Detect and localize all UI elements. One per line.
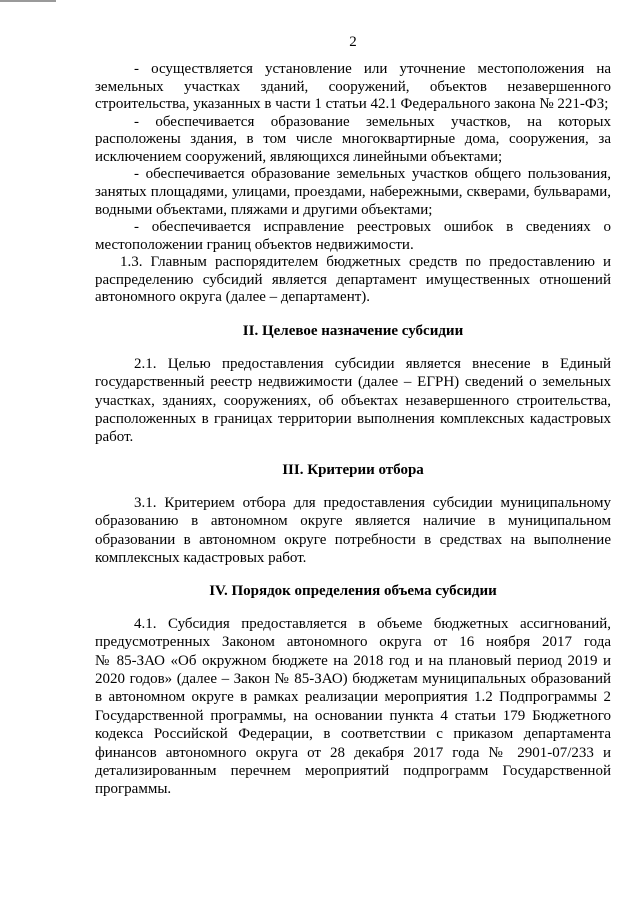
text-line: предусмотренных Законом автономного округа от 16 ноября 2017 года (95, 634, 611, 651)
text-line: - обеспечивается исправление реестровых ошибок в сведениях о (134, 219, 611, 236)
text-line: в автономном округе в рамках реализации мероприятия 1.2 Подпрограммы 2 (95, 689, 611, 706)
section-1-continuation (95, 61, 611, 307)
page-number: 2 (349, 34, 357, 50)
text-line: исключением сооружений, являющихся линейными объектами; (95, 148, 503, 165)
text-line: программы. (95, 781, 172, 798)
paragraph-2-1 (95, 355, 611, 447)
section-heading-2: II. Целевое назначение субсидии (242, 322, 464, 339)
section-heading-4: IV. Порядок определения объема субсидии (209, 582, 497, 599)
section-heading-3: III. Критерии отбора (282, 461, 424, 478)
text-line: распределению субсидий является департамент имущественных отношений (95, 271, 611, 288)
text-line: детализированным перечнем мероприятий подпрограмм Государственной (95, 762, 611, 779)
text-line: работ. (95, 429, 134, 446)
paragraph-4-1 (95, 615, 611, 799)
text-line: занятых площадями, улицами, проездами, набережными, скверами, бульварами, (95, 184, 611, 201)
list-item (95, 166, 611, 219)
text-line: местоположении границ объектов недвижимости. (95, 236, 414, 253)
text-line: 2.1. Целью предоставления субсидии является внесение в Единый (134, 355, 611, 372)
text-line: автономного округа (далее – департамент). (95, 289, 371, 306)
text-line: 4.1. Субсидия предоставляется в объеме бюджетных ассигнований, (134, 615, 611, 632)
text-line: расположенных в границах территории выполнения комплексных кадастровых (95, 410, 611, 427)
text-line: № 85-ЗАО «Об окружном бюджете на 2018 год и на плановый период 2019 и (95, 652, 611, 669)
text-line: образованию в автономном округе является наличие в муниципальном (95, 513, 611, 530)
text-line: водными объектами, пляжами и другими объектами; (95, 201, 433, 218)
text-line: кодекса Российской Федерации, в соответствии с приказом департамента (95, 726, 611, 743)
paragraph-3-1 (95, 494, 611, 568)
text-line: - обеспечивается образование земельных участков общего пользования, (134, 166, 611, 183)
list-item (95, 61, 611, 114)
text-line: комплексных кадастровых работ. (95, 549, 307, 566)
text-line: участках, зданиях, сооружениях, об объектах незавершенного строительства, (95, 392, 611, 409)
text-line: 3.1. Критерием отбора для предоставления субсидии муниципальному (134, 494, 611, 511)
text-line: земельных участках зданий, сооружений, объектов незавершенного (95, 78, 611, 95)
text-line: финансов автономного округа от 28 декабря 2017 года № 2901-07/233 и (95, 744, 611, 761)
text-line: Государственной программы, на основании пункта 4 статьи 179 Бюджетного (95, 707, 611, 724)
text-line: строительства, указанных в части 1 статьи 42.1 Федерального закона № 221-ФЗ; (95, 96, 609, 113)
text-line: образовании в автономном округе потребности в средствах на выполнение (95, 531, 611, 548)
list-item (95, 114, 611, 167)
scan-edge-line (0, 0, 56, 2)
paragraph-1-3 (95, 254, 611, 307)
list-item (95, 219, 611, 254)
text-line: расположены здания, в том числе многоквартирные дома, сооружения, за (95, 131, 611, 148)
text-line: - обеспечивается образование земельных участков, на которых (134, 113, 611, 130)
text-line: - осуществляется установление или уточнение местоположения на (134, 61, 611, 78)
text-line: 2020 годов» (далее – Закон № 85-ЗАО) бюджетам муниципальных образований (95, 670, 611, 687)
text-line: 1.3. Главным распорядителем бюджетных средств по предоставлению и (120, 254, 611, 271)
text-line: государственный реестр недвижимости (далее – ЕГРН) сведений о земельных (95, 374, 611, 391)
